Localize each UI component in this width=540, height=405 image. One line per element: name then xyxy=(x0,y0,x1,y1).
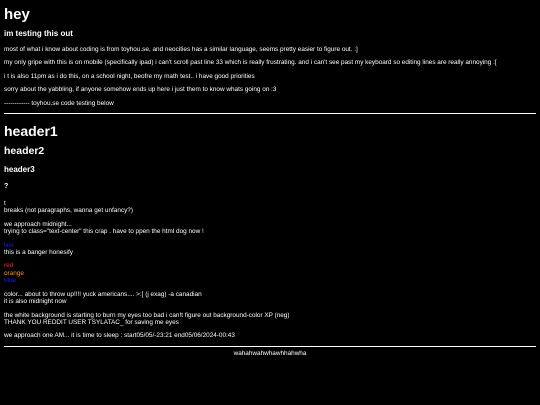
color-comment-line-1: color... about to throw up!!!! yuck americans.... >:[ (j exag) -a canadian xyxy=(4,290,202,298)
color-red-text: red xyxy=(4,262,14,270)
breaks-block xyxy=(4,200,536,215)
footer-divider xyxy=(4,346,536,347)
midnight-block xyxy=(4,221,536,236)
color-comment-block xyxy=(4,291,536,306)
page-title: hey xyxy=(4,6,30,23)
midnight-line-1: we approach midnight... xyxy=(4,220,72,228)
page-subtitle: im testing this out xyxy=(4,29,73,38)
background-comment-line-2: THANK YOU REDDIT USER TSYLATAC_ for saving me eyes xyxy=(4,318,179,326)
breaks-line-1: t xyxy=(4,200,6,208)
test-link[interactable]: link xyxy=(4,241,14,249)
intro-paragraph-4: sorry about the yabbling, if anyone somehow ends up here i just them to know whats going on :3 xyxy=(4,86,277,94)
section-divider xyxy=(4,113,536,114)
midnight-line-2: trying to class="text-center" this crap . have to ppen the html dog now ! xyxy=(4,228,204,236)
sleep-line: we approach one AM... it is time to sleep : start05/05/-23:21 end05/06/2024-00:43 xyxy=(4,332,235,340)
colors-block xyxy=(4,262,536,284)
color-orange-text: orange xyxy=(4,269,24,277)
test-header4: ? xyxy=(4,183,9,191)
intro-paragraph-1: most of what i know about coding is from toyhou.se, and neocities has a similar language, seems pretty easier to figure out. :] xyxy=(4,46,358,53)
background-comment-block xyxy=(4,312,536,327)
intro-paragraph-5: ------------ toyhou.se code testing below xyxy=(4,99,114,107)
link-block xyxy=(4,242,536,257)
test-header2: header2 xyxy=(4,145,45,158)
color-comment-line-2: it is also midnight now xyxy=(4,298,67,306)
intro-paragraph-2: my only gripe with this is on mobile (specifically ipad) i can't scroll past line 33 which is really frustrating. and i can't see past my keyboard so editing lines are really annoying :[ xyxy=(4,59,497,67)
color-blue-text: blue xyxy=(4,277,17,285)
link-caption: this is a banger honesify xyxy=(4,249,73,257)
footer-text: wahahwahwhawhhahwha xyxy=(233,349,307,357)
test-header1: header1 xyxy=(4,123,58,140)
background-comment-line-1: the white background is starting to burn my eyes too bad i can!t figure out background-color XP (neg) xyxy=(4,311,290,319)
test-header3: header3 xyxy=(4,165,35,175)
intro-paragraph-3: i t is also 11pm as i do this, on a school night, beofre my math test.. i have good priorities xyxy=(4,72,255,80)
breaks-line-2: breaks (not paragraphs, wanna get unfancy?) xyxy=(4,207,133,215)
